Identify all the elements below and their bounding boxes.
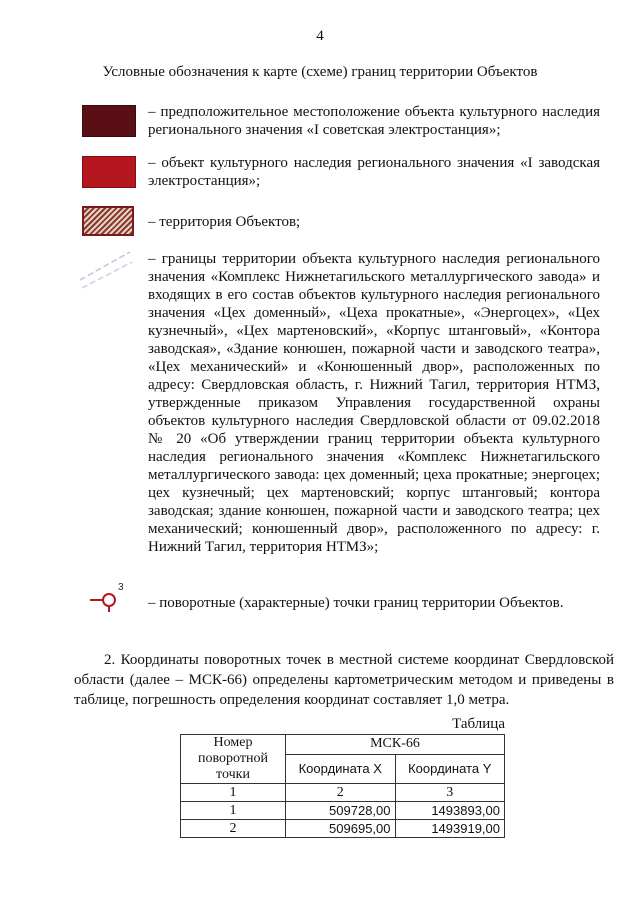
legend-text: – территория Объектов; — [148, 214, 301, 230]
legend-text: – поворотные (характерные) точки границ территории Объектов. — [148, 595, 564, 611]
coordinates-paragraph: 2. Координаты поворотных точек в местной системе координат Свердловской области (далее – МСК-66) определены картометрическим методом и приведены в таблице, погрешность определения координат составляет 1,0 метра. — [74, 652, 614, 708]
table-caption: Таблица — [452, 716, 505, 732]
point-number-cell: 2 — [181, 820, 286, 838]
column-number-row — [181, 784, 505, 802]
header-coordinate-x: Координата X — [286, 754, 396, 783]
turning-point-marker-label: 3 — [118, 582, 124, 593]
legend-text: – границы территории объекта культурного наследия регионального значения «Комплекс Нижнетагильского металлургического завода» и входящих в его состав объектов культурного наследия регионального значения «Цех доменный», «Цеха прокатные», «Энергоцех», «Цех кузнечный», «Цех мартеновский», «Корпус штанговый», «Контора заводская», «Здание конюшен, пожарной части и заводского театра», «Цех механический» и «Конюшенный двор», расположенных по адресу: Свердловская область, г. Нижний Тагил, территория НТМЗ, утвержденные приказом Управления государственной охраны объектов культурного наследия Свердловской области от 09.02.2018 № 20 «Об утверждении границ территории объекта культурного наследия регионального значения «Комплекс Нижнетагильского металлургического завода: цех доменный; цеха прокатные; энергоцех; цех кузнечный; цех мартеновский; корпус штанговый; контора заводская; здание конюшен, пожарной части и заводского театра; цех механический; конюшенный двор», расположенного по адресу: г. Нижний Тагил, территория НТМЗ»; — [148, 251, 600, 555]
coordinates-table — [180, 734, 505, 838]
coordinate-y-cell: 1493893,00 — [395, 802, 505, 820]
table-row — [181, 802, 505, 820]
coordinate-x-cell: 509728,00 — [286, 802, 396, 820]
header-coordinate-y: Координата Y — [395, 754, 505, 783]
point-number-cell: 1 — [181, 802, 286, 820]
turning-point-marker-icon — [88, 580, 138, 614]
legend-text: – объект культурного наследия регионального значения «I заводская электростанция»; — [148, 155, 600, 189]
legend-text: – предположительное местоположение объекта культурного наследия регионального значения «I советская электростанция»; — [148, 104, 600, 138]
coordinate-y-cell: 1493919,00 — [395, 820, 505, 838]
column-number: 3 — [395, 784, 505, 802]
header-coordinate-system: МСК-66 — [286, 735, 505, 755]
red-fill-swatch-icon — [82, 156, 136, 188]
page-number: 4 — [316, 28, 324, 44]
header-point-number: Номер поворотной точки — [181, 735, 286, 784]
column-number: 1 — [181, 784, 286, 802]
dashed-boundary-lines-icon — [78, 250, 134, 290]
coordinate-x-cell: 509695,00 — [286, 820, 396, 838]
legend-title: Условные обозначения к карте (схеме) границ территории Объектов — [102, 64, 538, 80]
dark-red-fill-swatch-icon — [82, 105, 136, 137]
table-row — [181, 820, 505, 838]
hatched-territory-swatch-icon — [82, 206, 134, 236]
column-number: 2 — [286, 784, 396, 802]
